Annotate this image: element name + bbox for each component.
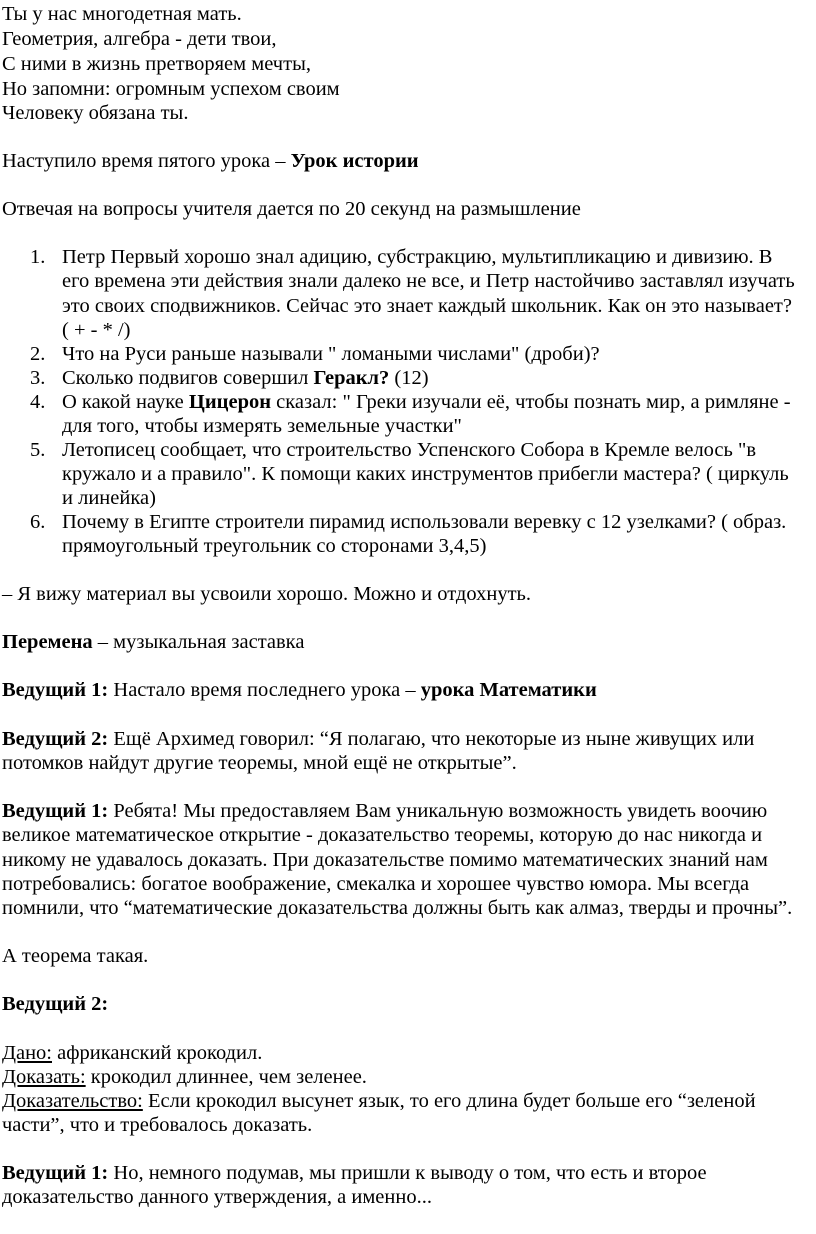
host-line: никому не удавалось доказать. При доказательстве помимо математических знаний нам — [2, 849, 768, 871]
question-bold: Геракл? — [313, 367, 390, 389]
prove-label: Доказать: — [2, 1066, 86, 1088]
host-line — [2, 1161, 707, 1186]
speaker-label: Ведущий 1: — [2, 679, 109, 701]
poem-line: Ты у нас многодетная мать. — [2, 3, 242, 25]
question-line: кружало и а правило". К помощи каких инструментов прибегли мастера? ( циркуль — [62, 463, 789, 485]
break-text: – музыкальная заставка — [92, 631, 305, 653]
question-line — [62, 366, 429, 391]
lesson-intro-text: Наступило время пятого урока – — [2, 150, 291, 172]
host-line: потребовались: богатое воображение, смекалка и хорошее чувство юмора. Мы всегда — [2, 873, 750, 895]
host-line — [2, 678, 597, 703]
host-line: помнили, что “математические доказательства должны быть как алмаз, тверды и прочны”. — [2, 897, 793, 919]
given-line — [2, 1041, 262, 1066]
host-line — [2, 799, 767, 824]
question-line: Летописец сообщает, что строительство Успенского Собора в Кремле велось "в — [62, 439, 757, 461]
list-number: 5. — [30, 439, 46, 461]
lesson-title: урока Математики — [420, 679, 597, 701]
list-number: 1. — [30, 246, 46, 268]
prove-text: крокодил длиннее, чем зеленее. — [85, 1066, 367, 1088]
question-text: сказал: " Греки изучали её, чтобы познать мир, а римляне - — [271, 391, 791, 413]
proof-line: части”, что и требовалось доказать. — [2, 1114, 313, 1136]
poem-line: С ними в жизнь претворяем мечты, — [2, 53, 311, 75]
host-line: потомков найдут другие теоремы, мной ещё не открытые”. — [2, 752, 517, 774]
host-text: Но, немного подумав, мы пришли к выводу о том, что есть и второе — [108, 1162, 707, 1184]
poem-line: Человеку обязана ты. — [2, 102, 189, 124]
remark: – Я вижу материал вы усвоили хорошо. Можно и отдохнуть. — [2, 583, 531, 605]
poem-line: Геометрия, алгебра - дети твои, — [2, 28, 277, 50]
question-text: Сколько подвигов совершил — [62, 367, 314, 389]
prove-line — [2, 1065, 367, 1090]
list-number: 3. — [30, 367, 46, 389]
question-line: это своих сподвижников. Сейчас это знает каждый школьник. Как он это называет? — [62, 295, 792, 317]
host-line — [2, 727, 754, 752]
break-label: Перемена — [2, 631, 93, 653]
question-line — [62, 390, 791, 415]
speaker-label: Ведущий 1: — [2, 1162, 109, 1184]
list-number: 4. — [30, 391, 46, 413]
question-text: (12) — [389, 367, 429, 389]
lesson-title: Урок истории — [290, 150, 419, 172]
lesson-intro — [2, 149, 419, 174]
speaker-label: Ведущий 2: — [2, 728, 109, 750]
host-text: Ещё Архимед говорил: “Я полагаю, что некоторые из ныне живущих или — [108, 728, 755, 750]
proof-line — [2, 1089, 756, 1114]
poem-line: Но запомни: огромным успехом своим — [2, 78, 340, 100]
given-label: Дано: — [2, 1042, 52, 1064]
question-line: Петр Первый хорошо знал адицию, субстракцию, мультипликацию и дивизию. В — [62, 246, 773, 268]
host-line — [2, 992, 108, 1017]
question-line: его времена эти действия знали далеко не все, и Петр настойчиво заставлял изучать — [62, 270, 795, 292]
question-text: О какой науке — [62, 391, 189, 413]
speaker-label: Ведущий 1: — [2, 800, 109, 822]
host-line: великое математическое открытие - доказательство теоремы, которую до нас никогда и — [2, 824, 763, 846]
instruction: Отвечая на вопросы учителя дается по 20 секунд на размышление — [2, 198, 581, 220]
question-line: ( + - * /) — [62, 319, 131, 341]
host-text: Настало время последнего урока – — [108, 679, 421, 701]
question-line: прямоугольный треугольник со сторонами 3,4,5) — [62, 535, 487, 557]
question-bold: Цицерон — [188, 391, 272, 413]
proof-text: Если крокодил высунет язык, то его длина будет больше его “зеленой — [142, 1090, 756, 1112]
speaker-label: Ведущий 2: — [2, 993, 109, 1015]
break-line — [2, 630, 304, 655]
host-line: доказательство данного утверждения, а именно... — [2, 1186, 432, 1208]
question-line: и линейка) — [62, 487, 156, 509]
question-line: для того, чтобы измерять земельные участки" — [62, 415, 462, 437]
host-text: Ребята! Мы предоставляем Вам уникальную возможность увидеть воочию — [108, 800, 768, 822]
list-number: 6. — [30, 511, 46, 533]
list-number: 2. — [30, 343, 46, 365]
question-line: Почему в Египте строители пирамид использовали веревку с 12 узелками? ( образ. — [62, 511, 787, 533]
theorem-intro: А теорема такая. — [2, 945, 149, 967]
proof-label: Доказательство: — [2, 1090, 143, 1112]
question-line: Что на Руси раньше называли " ломаными числами" (дроби)? — [62, 343, 600, 365]
given-text: африканский крокодил. — [52, 1042, 263, 1064]
